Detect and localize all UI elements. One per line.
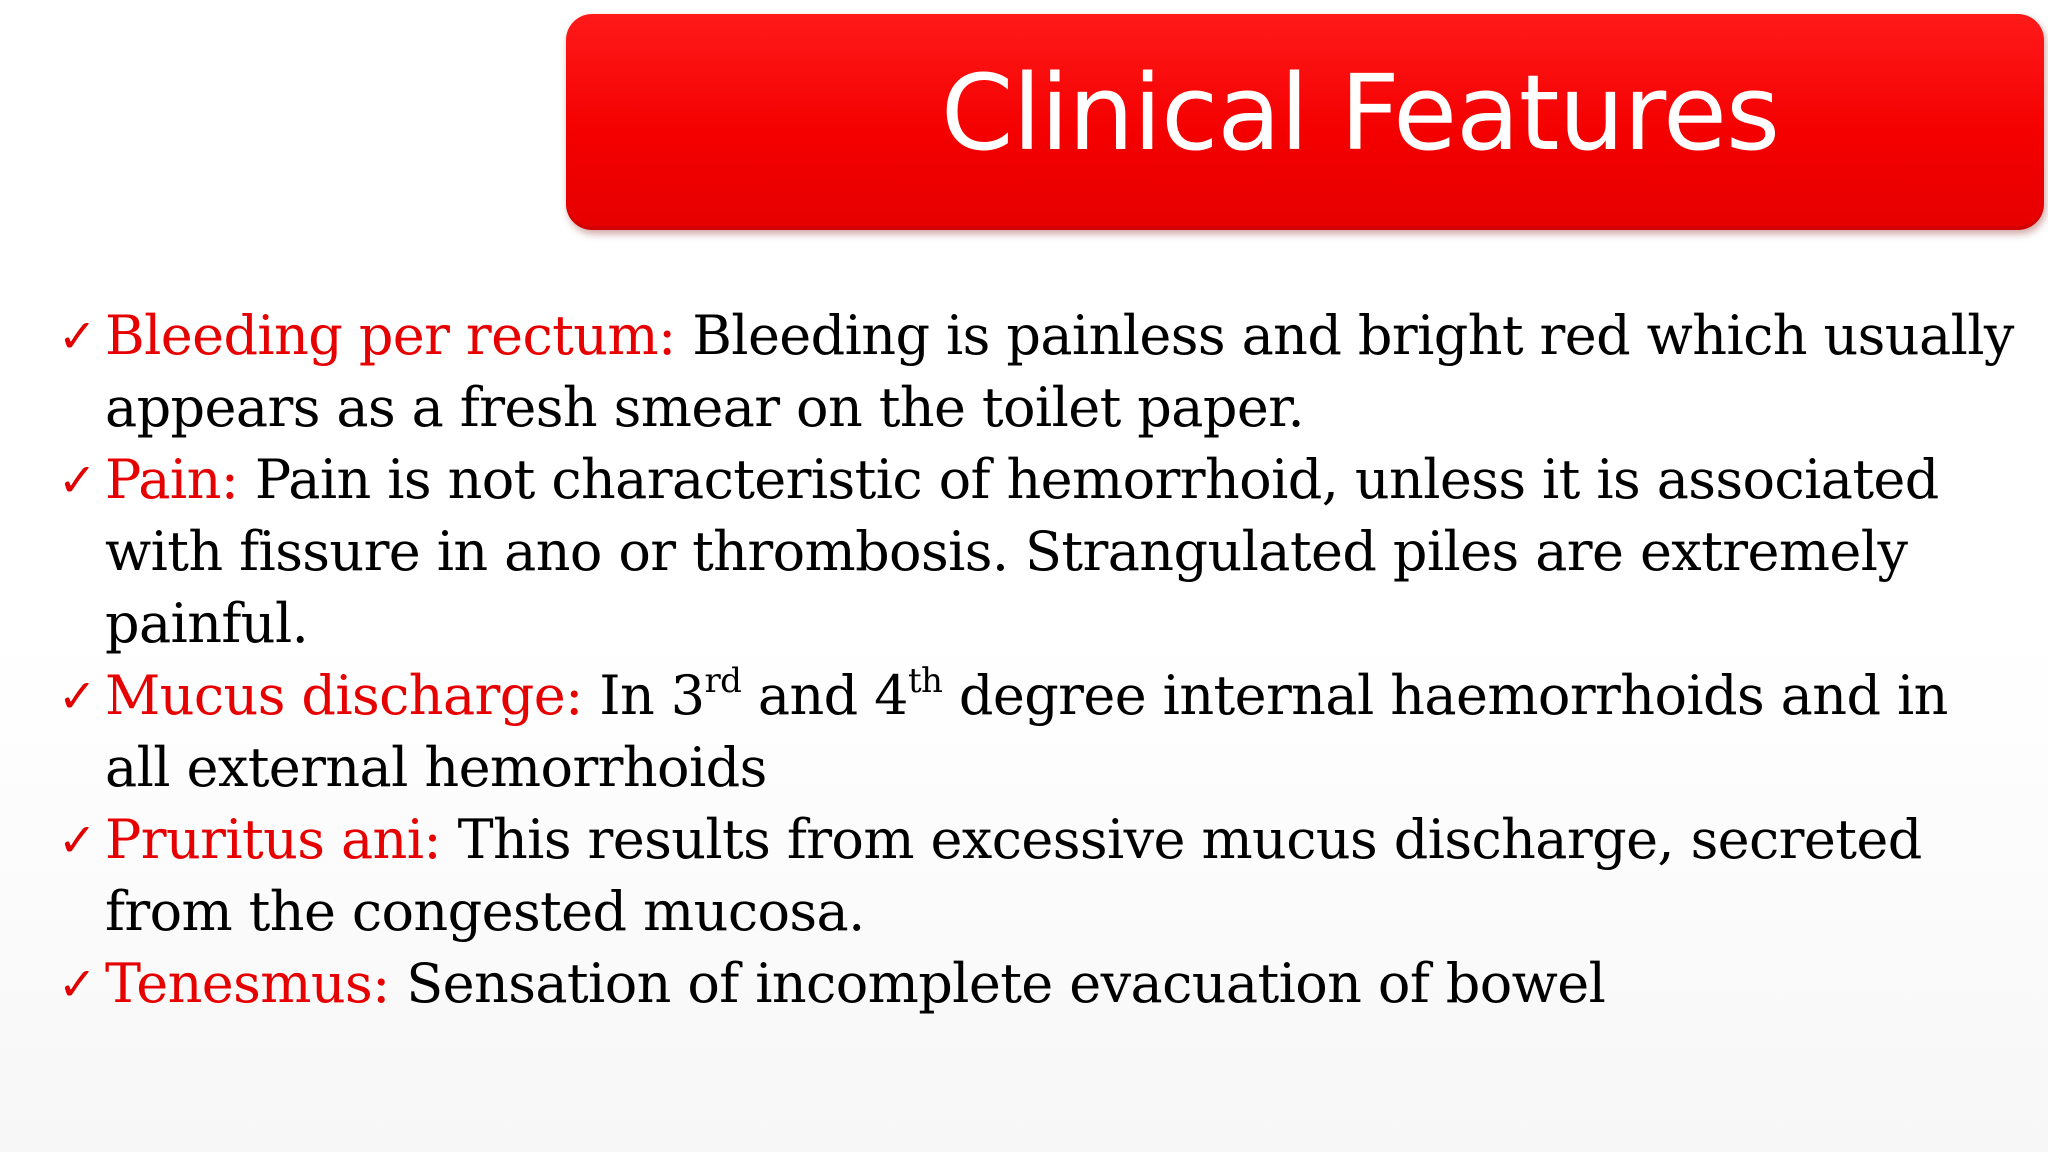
item-term: Pruritus ani: — [105, 808, 442, 871]
item-text: In 3 — [582, 664, 705, 727]
slide-title: Clinical Features — [940, 52, 1780, 174]
item-text: Pain is not characteristic of hemorrhoid, unless it is associated with fissure in ano or thrombosis. Strangulated piles are extremely painful. — [105, 448, 1939, 655]
title-banner — [566, 14, 2044, 230]
list-item-mucus — [58, 660, 2018, 804]
item-term: Mucus discharge: — [105, 664, 583, 727]
item-term: Tenesmus: — [105, 952, 390, 1015]
item-text: and 4 — [741, 664, 908, 727]
list-item-pruritus — [58, 804, 2018, 948]
checkmark-icon: ✓ — [58, 813, 96, 867]
item-text: This results from excessive mucus discharge, secreted from the congested mucosa. — [105, 808, 1922, 943]
checkmark-icon: ✓ — [58, 309, 96, 363]
list-item-pain — [58, 444, 2018, 660]
item-term: Bleeding per rectum: — [105, 304, 676, 367]
item-text: Sensation of incomplete evacuation of bowel — [389, 952, 1606, 1015]
ordinal-suffix: th — [907, 661, 943, 701]
item-text: Bleeding is painless and bright red which usually appears as a fresh smear on the toilet paper. — [105, 304, 2014, 439]
checkmark-icon: ✓ — [58, 957, 96, 1011]
list-item-bleeding — [58, 300, 2018, 444]
item-term: Pain: — [105, 448, 239, 511]
feature-list — [58, 300, 2018, 1020]
checkmark-icon: ✓ — [58, 453, 96, 507]
checkmark-icon: ✓ — [58, 669, 96, 723]
ordinal-suffix: rd — [704, 661, 742, 701]
list-item-tenesmus — [58, 948, 2018, 1020]
item-text: degree internal haemorrhoids and in all external hemorrhoids — [105, 664, 1948, 799]
